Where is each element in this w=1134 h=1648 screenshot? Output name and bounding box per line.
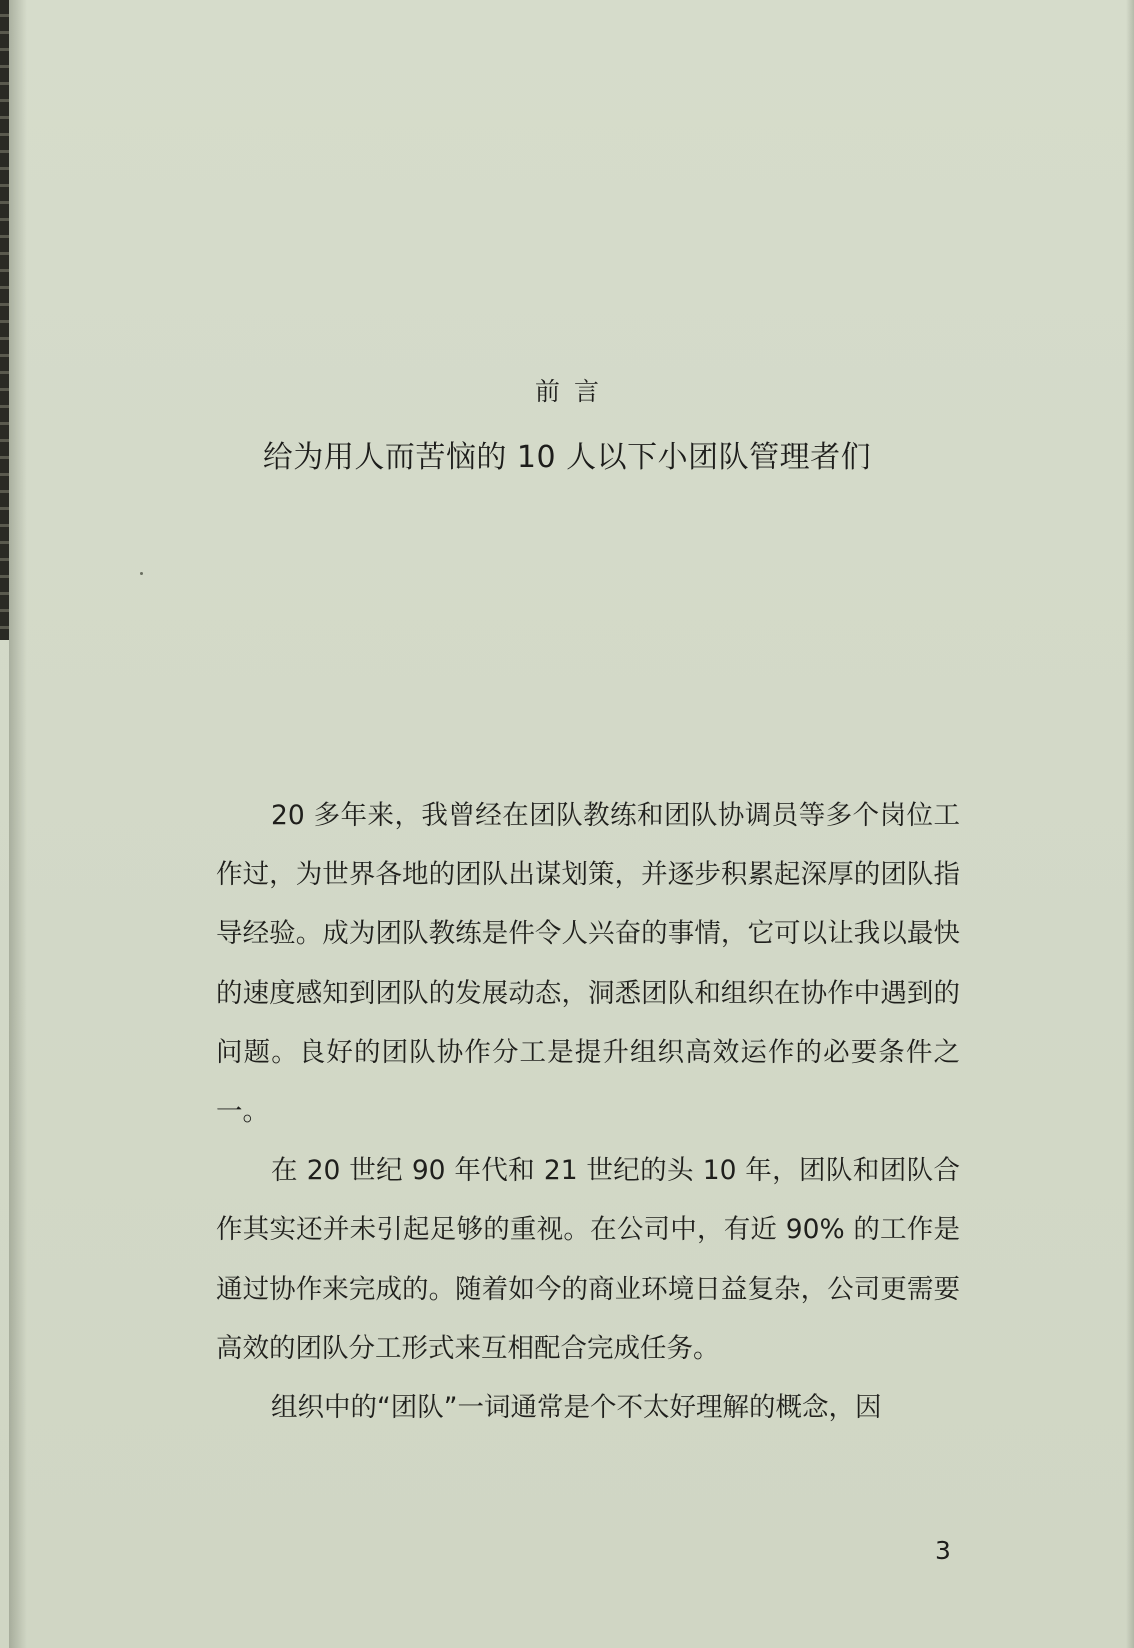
- paragraph-1: 20 多年来，我曾经在团队教练和团队协调员等多个岗位工作过，为世界各地的团队出谋划策，并逐步积累起深厚的团队指导经验。成为团队教练是件令人兴奋的事情，它可以让我以最快的速度感知到团队的发展动态，洞悉团队和组织在协作中遇到的问题。良好的团队协作分工是提升组织高效运作的必要条件之一。: [216, 800, 960, 1128]
- paragraph-2: 在 20 世纪 90 年代和 21 世纪的头 10 年，团队和团队合作其实还并未引起足够的重视。在公司中，有近 90% 的工作是通过协作来完成的。随着如今的商业环境日益复杂，公司更需要高效的团队分工形式来互相配合完成任务。: [216, 1155, 960, 1364]
- binding-shadow: [9, 0, 27, 1648]
- body-text: [216, 786, 960, 1437]
- page-title: 给为用人而苦恼的 10 人以下小团队管理者们: [262, 440, 872, 475]
- paper-speck: [140, 572, 143, 575]
- page-number: 3: [935, 1536, 951, 1565]
- section-label: 前言: [534, 377, 613, 406]
- page-right-edge: [1126, 0, 1134, 1648]
- binding-edge: [0, 0, 9, 640]
- paragraph-3: 组织中的“团队”一词通常是个不太好理解的概念，因: [271, 1392, 882, 1424]
